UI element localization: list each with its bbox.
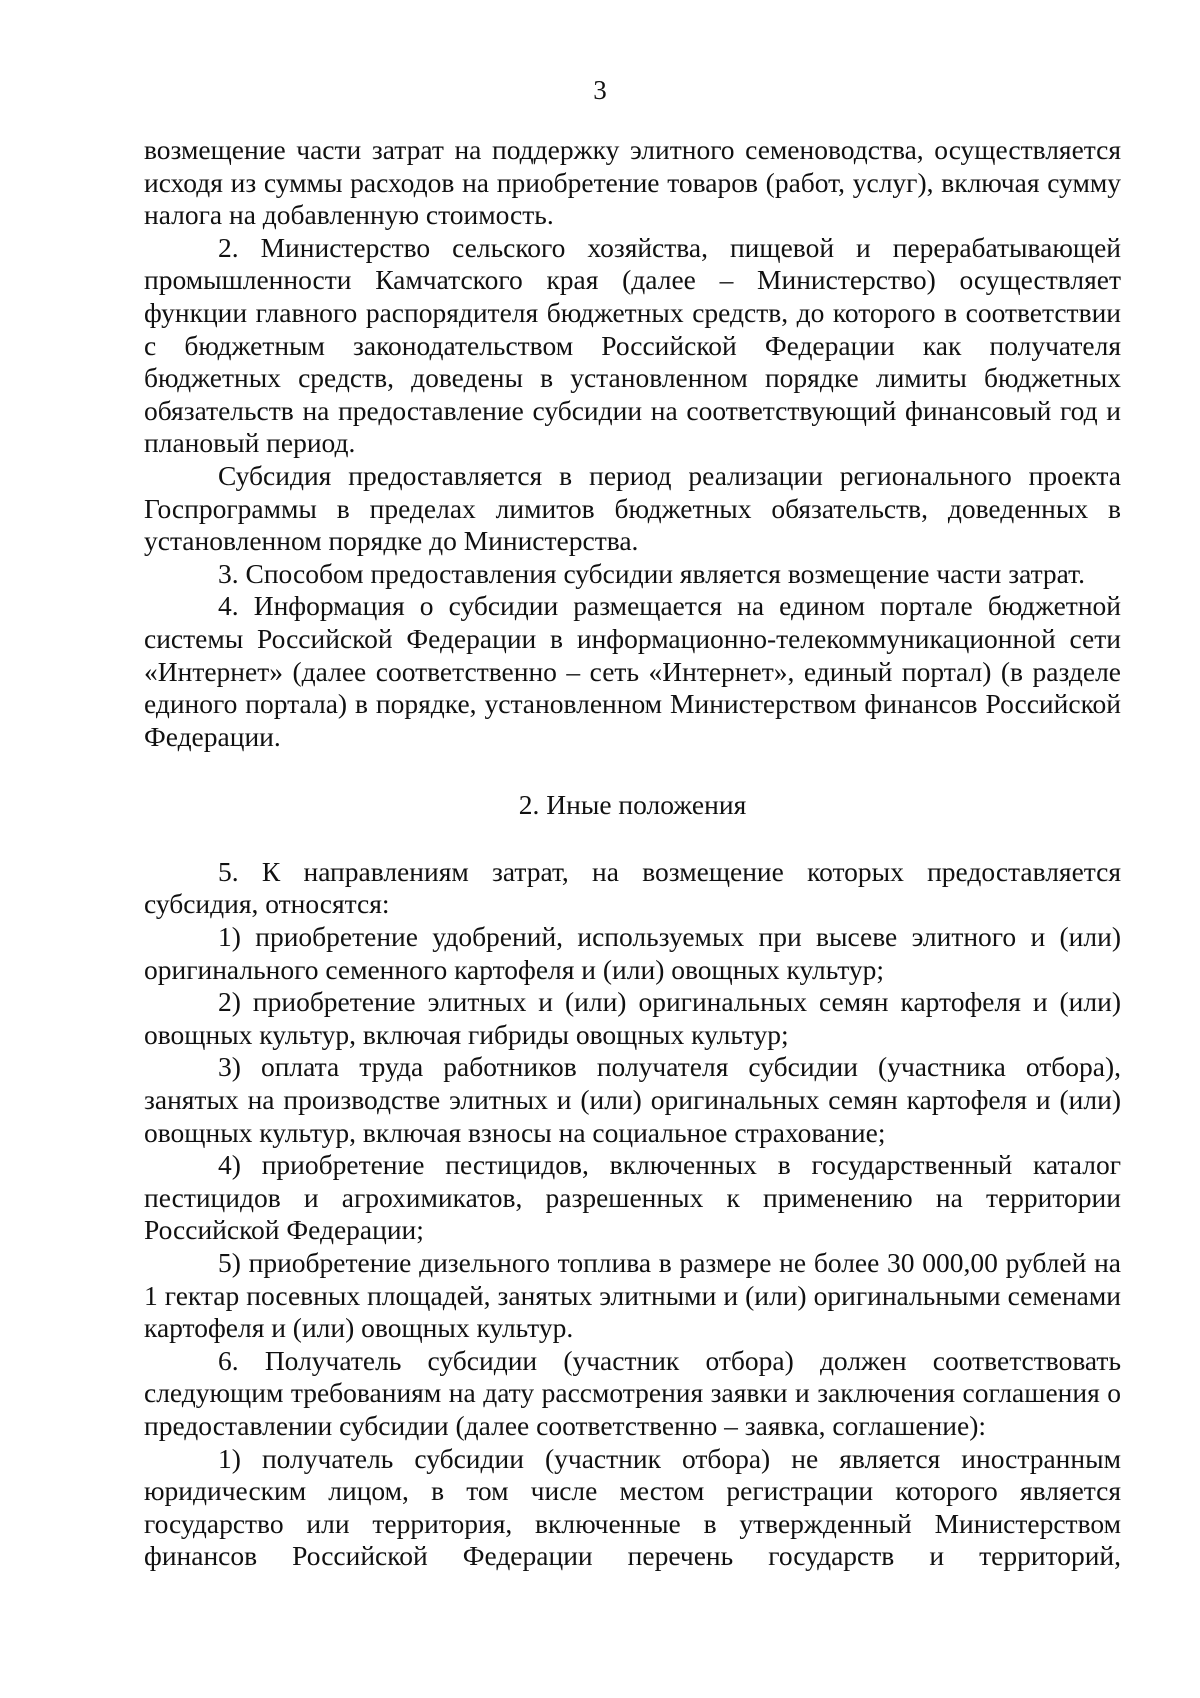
- page-number: 3: [593, 75, 607, 105]
- list-item-5-1: 1) приобретение удобрений, используемых при высеве элитного и (или) оригинального семенного картофеля и (или) овощных культур;: [144, 921, 1121, 985]
- paragraph-item-2: 2. Министерство сельского хозяйства, пищевой и перерабатывающей промышленности Камчатского края (далее – Министерство) осуществляет функции главного распорядителя бюджетных средств, до которого в соответствии с бюджетным законодательством Российской Федерации как получателя бюджетных средств, доведены в установленном порядке лимиты бюджетных обязательств на предоставление субсидии на соответствующий финансовый год и плановый период.: [144, 231, 1121, 459]
- list-item-5-2: 2) приобретение элитных и (или) оригинальных семян картофеля и (или) овощных культур, включая гибриды овощных культур;: [144, 986, 1121, 1050]
- list-item-5-5: 5) приобретение дизельного топлива в размере не более 30 000,00 рублей на 1 гектар посевных площадей, занятых элитными и (или) оригинальными семенами картофеля и (или) овощных культур.: [144, 1247, 1121, 1344]
- paragraph-continuation: возмещение части затрат на поддержку элитного семеноводства, осуществляется исходя из суммы расходов на приобретение товаров (работ, услуг), включая сумму налога на добавленную стоимость.: [144, 134, 1121, 231]
- list-item-5-4: 4) приобретение пестицидов, включенных в государственный каталог пестицидов и агрохимикатов, разрешенных к применению на территории Российской Федерации;: [144, 1149, 1121, 1246]
- list-item-6-1: 1) получатель субсидии (участник отбора) не является иностранным юридическим лицом, в том числе местом регистрации которого является государство или территория, включенные в утвержденный Министерством финансов Российской Федерации перечень государств и территорий,: [144, 1442, 1121, 1572]
- list-item-5-3: 3) оплата труда работников получателя субсидии (участника отбора), занятых на производстве элитных и (или) оригинальных семян картофеля и (или) овощных культур, включая взносы на социальное страхование;: [144, 1051, 1121, 1148]
- paragraph-item-3: 3. Способом предоставления субсидии является возмещение части затрат.: [218, 557, 1085, 589]
- section-heading: 2. Иные положения: [518, 789, 747, 821]
- paragraph-item-4: 4. Информация о субсидии размещается на едином портале бюджетной системы Российской Федерации в информационно-телекоммуникационной сети «Интернет» (далее соответственно – сеть «Интернет», единый портал) (в разделе единого портала) в порядке, установленном Министерством финансов Российской Федерации.: [144, 590, 1121, 752]
- document-body: [144, 134, 1121, 1573]
- paragraph-subsidy-period: Субсидия предоставляется в период реализации регионального проекта Госпрограммы в пределах лимитов бюджетных обязательств, доведенных в установленном порядке до Министерства.: [144, 459, 1121, 557]
- paragraph-item-6: 6. Получатель субсидии (участник отбора) должен соответствовать следующим требованиям на дату рассмотрения заявки и заключения соглашения о предоставлении субсидии (далее соответственно – заявка, соглашение):: [144, 1344, 1121, 1441]
- paragraph-item-5: 5. К направлениям затрат, на возмещение которых предоставляется субсидия, относятся:: [144, 855, 1121, 920]
